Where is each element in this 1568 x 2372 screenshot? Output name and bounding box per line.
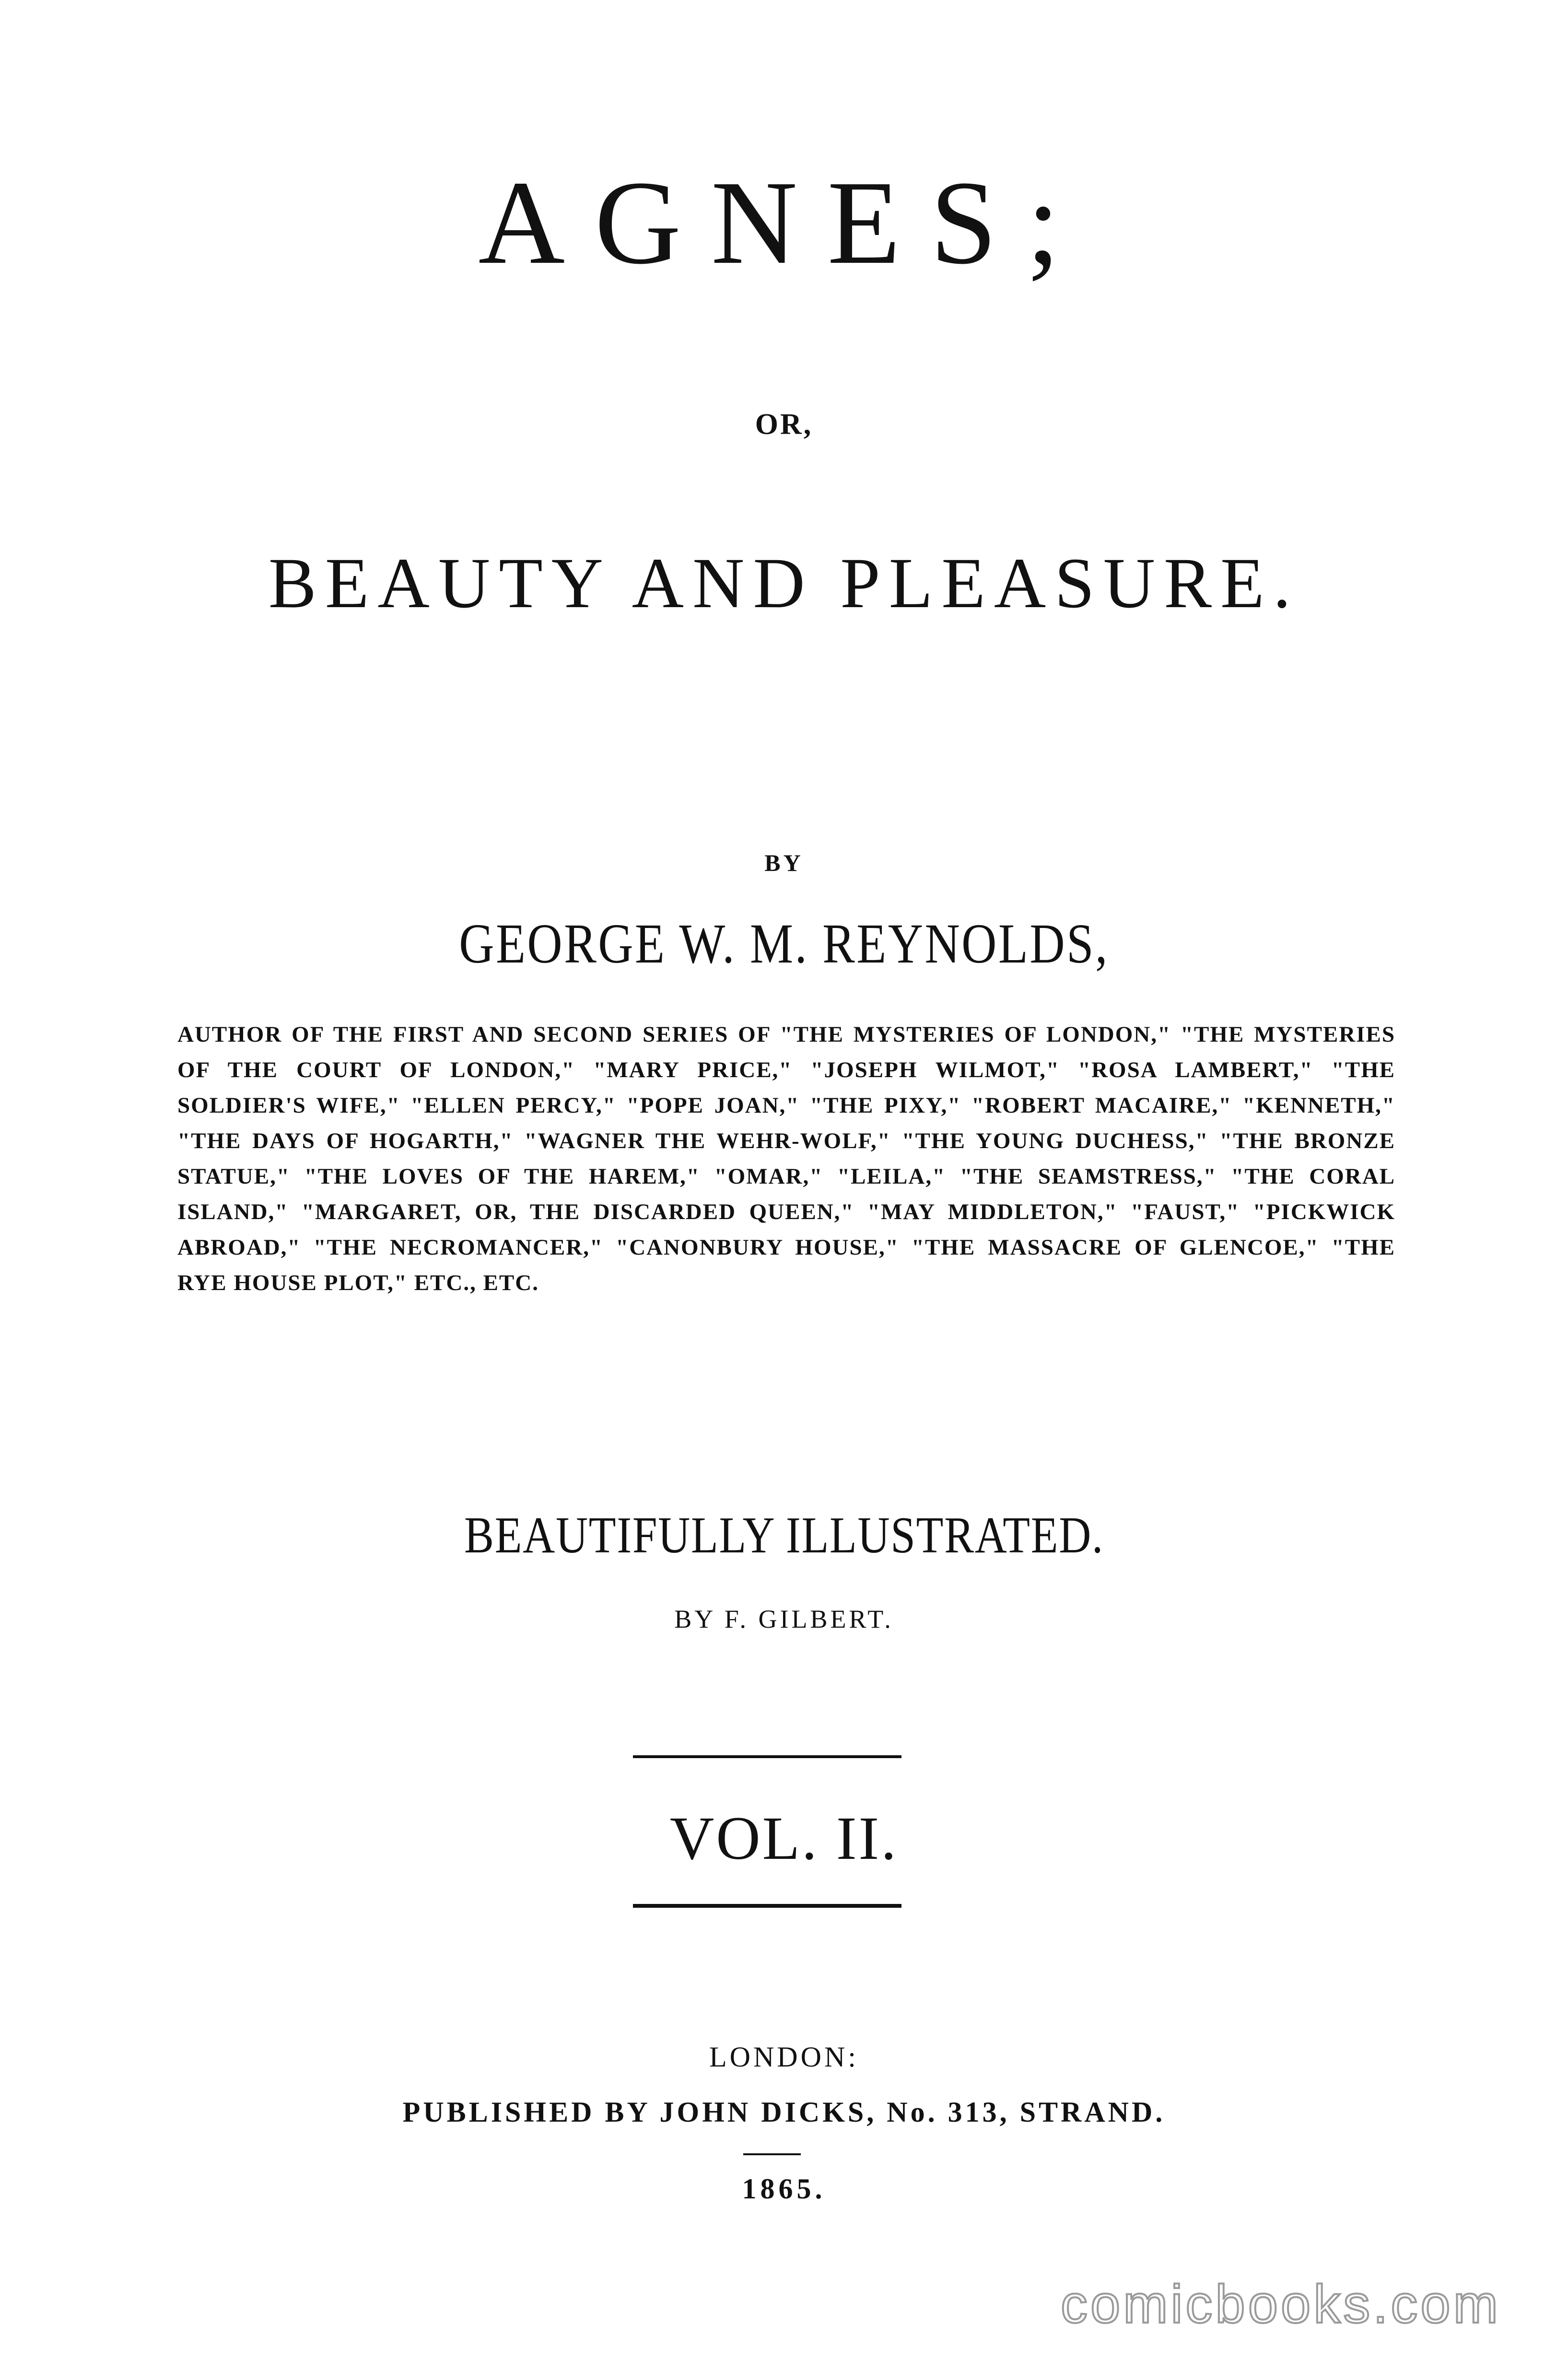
author-works-list: AUTHOR OF THE FIRST AND SECOND SERIES OF "THE MYSTERIES OF LONDON," "THE MYSTERIES OF THE COURT OF LONDON," "MARY PRICE," "JOSEPH WILMOT," "ROSA LAMBERT," "THE SOLDIER'S WIFE," "ELLEN PERCY," "POPE JOAN," "THE PIXY," "ROBERT MACAIRE," "KENNETH," "THE DAYS OF HOGARTH," "WAGNER THE WEHR-WOLF," "THE YOUNG DUCHESS," "THE BRONZE STATUE," "THE LOVES OF THE HAREM," "OMAR," "LEILA," "THE SEAMSTRESS," "THE CORAL ISLAND," "MARGARET, OR, THE DISCARDED QUEEN," "MAY MIDDLETON," "FAUST," "PICKWICK ABROAD," "THE NECROMANCER," "CANONBURY HOUSE," "THE MASSACRE OF GLENCOE," "THE RYE HOUSE PLOT," ETC., ETC. xyxy=(177,1022,1395,1295)
imprint-rule xyxy=(743,2153,801,2155)
top-rule xyxy=(633,1755,901,1758)
volume-number: VOL. II. xyxy=(669,1804,899,1872)
title-connector: OR, xyxy=(755,408,813,441)
bottom-rule xyxy=(633,1904,901,1908)
imprint-city: LONDON: xyxy=(709,2041,859,2073)
imprint-year: 1865. xyxy=(742,2173,826,2205)
book-title: AGNES; xyxy=(478,156,1090,289)
imprint-publisher: PUBLISHED BY JOHN DICKS, No. 313, STRAND. xyxy=(402,2096,1166,2128)
book-subtitle: BEAUTY AND PLEASURE. xyxy=(268,543,1300,623)
illustrator-credit: BY F. GILBERT. xyxy=(674,1605,894,1633)
watermark-logo: comicbooks.com xyxy=(1060,2274,1501,2334)
by-line: BY xyxy=(764,849,804,876)
author-name: GEORGE W. M. REYNOLDS, xyxy=(459,912,1109,975)
illustration-note: BEAUTIFULLY ILLUSTRATED. xyxy=(464,1507,1104,1564)
